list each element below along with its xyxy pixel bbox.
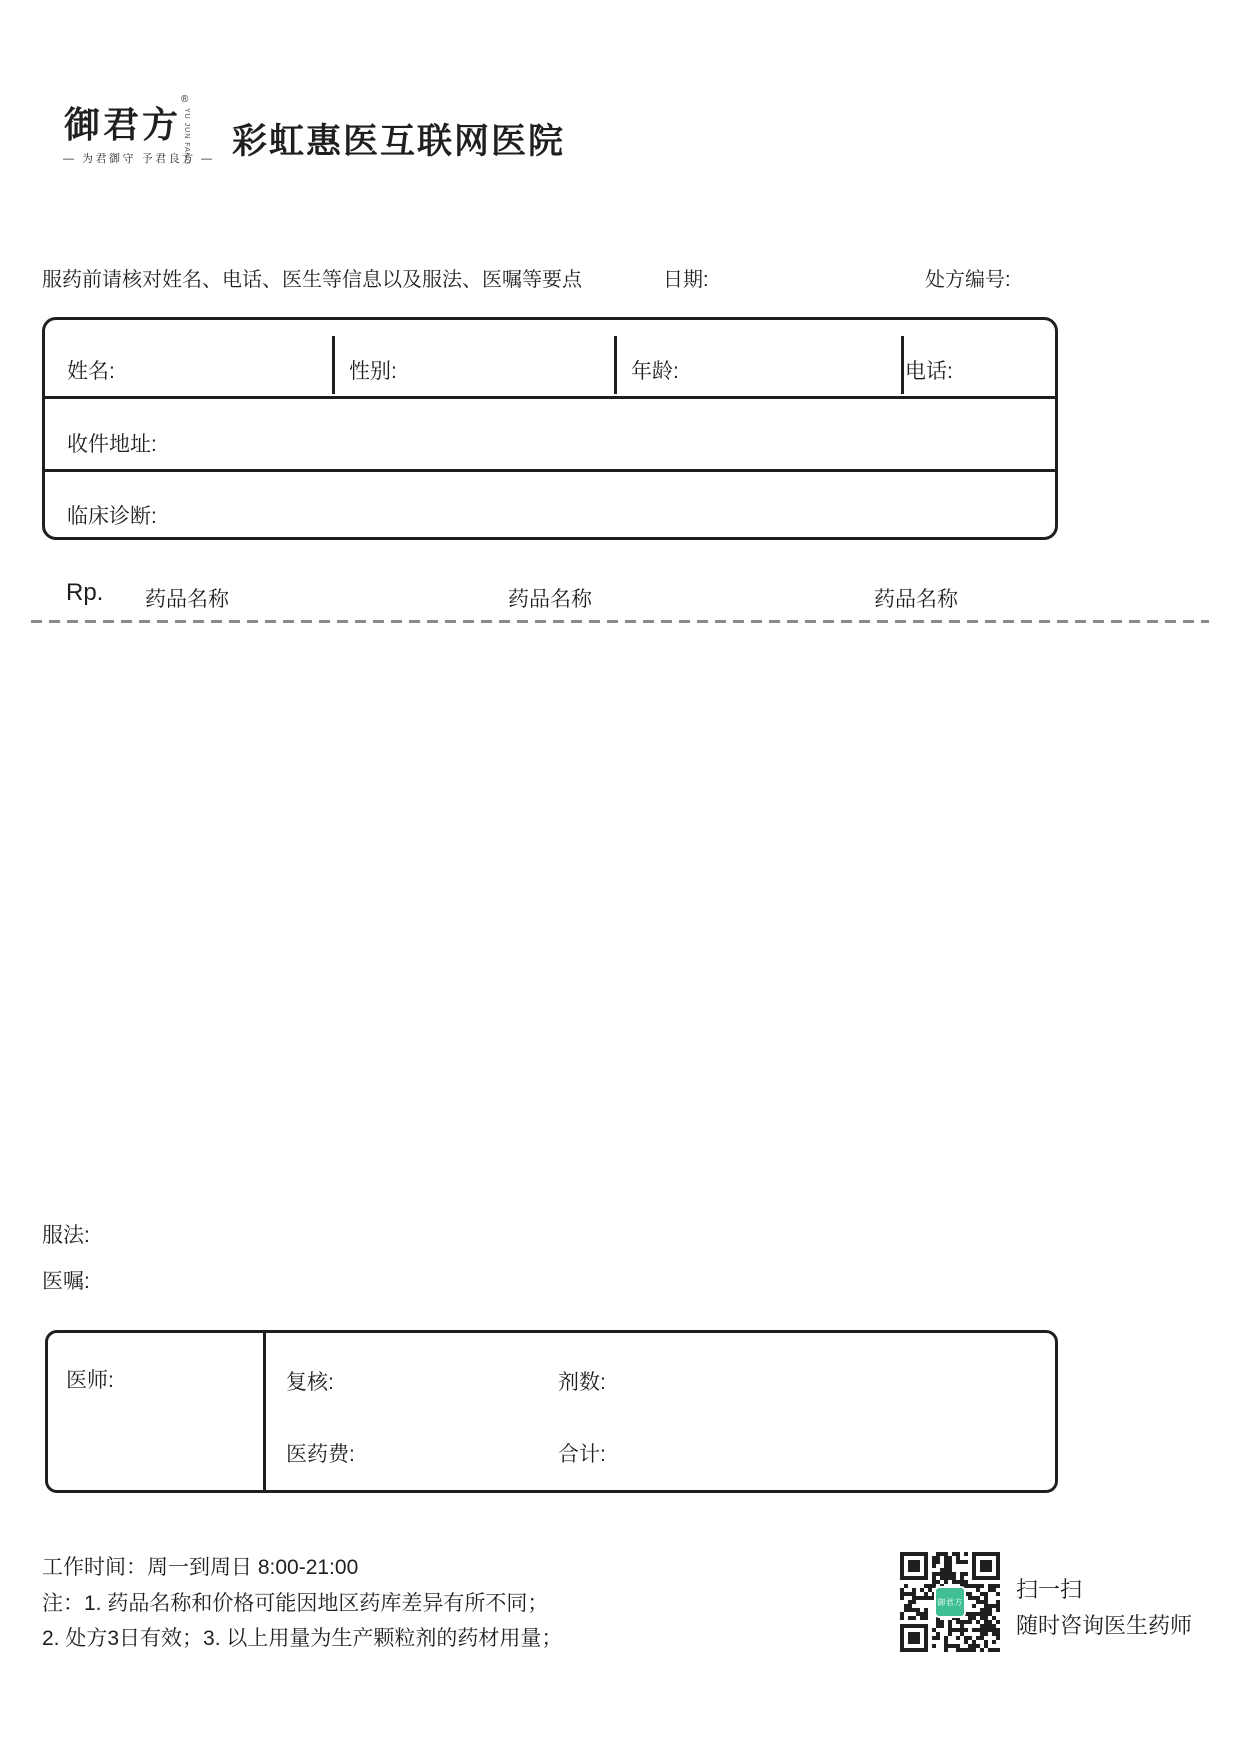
column-divider [332,336,335,394]
medication-check-reminder: 服药前请核对姓名、电话、医生等信息以及服法、医嘱等要点 [42,269,582,291]
doctor-advice-label: 医嘱: [42,1270,90,1293]
drug-name-column-header: 药品名称 [145,588,229,611]
row-divider [45,469,1055,472]
name-label: 姓名: [67,360,115,383]
note-line-1: 注：1. 药品名称和价格可能因地区药库差异有所不同； [42,1592,549,1615]
note-line-2: 2. 处方3日有效；3. 以上用量为生产颗粒剂的药材用量； [42,1627,563,1650]
date-label: 日期: [663,269,709,291]
hospital-title: 彩虹惠医互联网医院 [232,122,566,161]
phone-label: 电话: [905,360,953,383]
dose-count-label: 剂数: [558,1371,606,1394]
gender-label: 性别: [349,360,397,383]
qr-code [900,1552,1000,1652]
medicine-fee-label: 医药费: [286,1443,355,1466]
shipping-address-label: 收件地址: [67,433,157,456]
qr-center-badge [934,1586,966,1618]
row-divider [45,396,1055,399]
prescription-number-label: 处方编号: [925,269,1011,291]
registered-trademark-icon: ® [181,94,189,105]
consult-hint-label: 随时咨询医生药师 [1016,1613,1193,1638]
working-hours: 工作时间：周一到周日 8:00-21:00 [42,1556,359,1579]
qr-center-text: 御君方 [937,1597,963,1607]
total-label: 合计: [558,1443,606,1466]
scan-hint-label: 扫一扫 [1016,1577,1083,1602]
brand-logo-vertical-text: YU JUN FANG [183,108,190,166]
physician-label: 医师: [66,1369,114,1392]
patient-info-box [42,317,1058,540]
column-divider [263,1333,266,1490]
drug-name-column-header: 药品名称 [874,588,958,611]
signature-fee-box [45,1330,1058,1493]
brand-logo-text: 御君方 [64,104,182,146]
usage-method-label: 服法: [42,1224,90,1247]
dashed-separator [31,620,1209,623]
age-label: 年龄: [631,360,679,383]
column-divider [614,336,617,394]
clinical-diagnosis-label: 临床诊断: [67,505,157,528]
column-divider [901,336,904,394]
drug-name-column-header: 药品名称 [508,588,592,611]
brand-tagline: — 为君御守 予君良方 — [63,153,215,165]
rp-label: Rp. [66,579,104,606]
reviewer-label: 复核: [286,1371,334,1394]
